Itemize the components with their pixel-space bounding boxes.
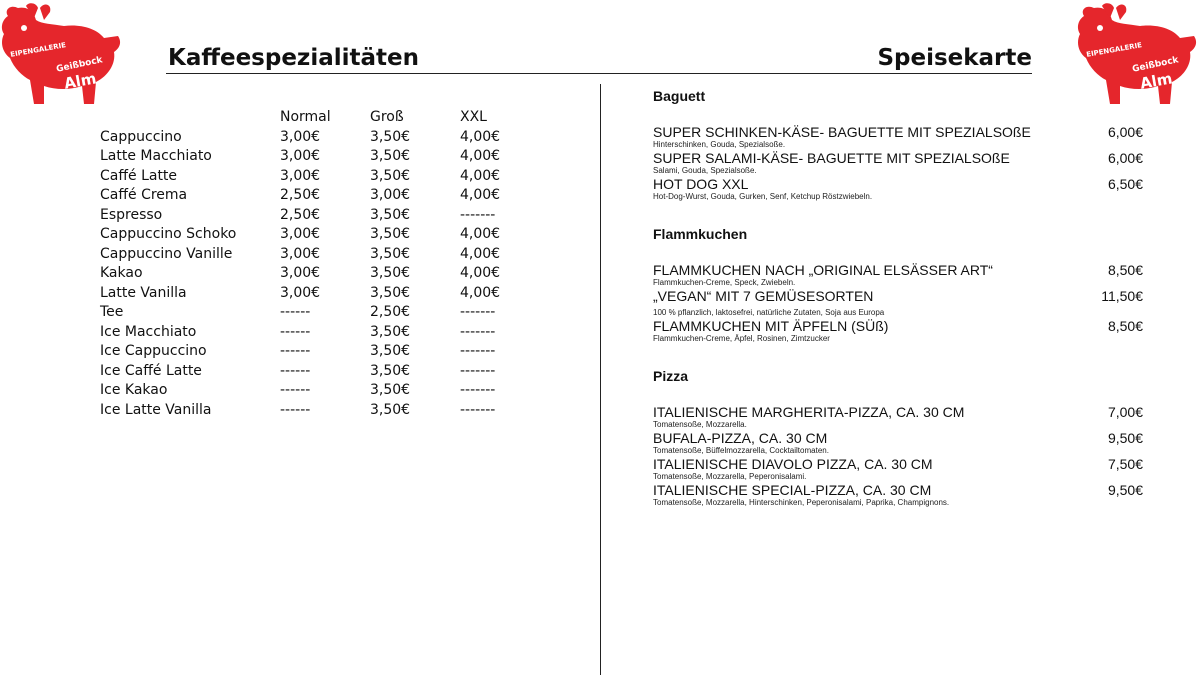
coffee-name: Ice Kakao (100, 382, 168, 398)
price-normal: 3,00€ (280, 265, 321, 281)
price-xxl: 4,00€ (460, 245, 501, 262)
table-row (100, 225, 550, 245)
coffee-rows (100, 128, 550, 421)
table-row (100, 303, 550, 323)
dish-name: BUFALA-PIZZA, CA. 30 CM (653, 430, 828, 446)
price-gross: 3,50€ (370, 343, 411, 359)
table-row (100, 323, 550, 343)
table-row (100, 128, 550, 148)
price-gross: 2,50€ (370, 304, 411, 320)
coffee-name: Cappuccino (100, 128, 182, 145)
coffee-name: Cappuccino Schoko (100, 226, 237, 242)
dish-description: Tomatensoße, Mozzarella, Hinterschinken, Peperonisalami, Paprika, Champignons. (653, 498, 950, 507)
dish-description: Flammkuchen-Creme, Äpfel, Rosinen, Zimtzucker (653, 334, 830, 343)
price-xxl: ------- (460, 206, 496, 223)
price-xxl: ------- (460, 382, 496, 398)
price-xxl: ------- (460, 343, 496, 359)
dish-name: FLAMMKUCHEN MIT ÄPFELN (SÜß) (653, 318, 889, 334)
dish-description: Tomatensoße, Büffelmozzarella, Cocktailtomaten. (653, 446, 829, 455)
dish-description: Salami, Gouda, Spezialsoße. (653, 166, 757, 175)
price-normal: ------ (280, 401, 311, 418)
column-header-xxl: XXL (460, 109, 487, 125)
column-header-gross: Groß (370, 109, 404, 125)
coffee-name: Kakao (100, 265, 143, 281)
column-divider (600, 84, 601, 675)
dish-name: ITALIENISCHE SPECIAL-PIZZA, CA. 30 CM (653, 482, 932, 498)
price-gross: 3,50€ (370, 148, 411, 164)
coffee-name: Tee (100, 304, 124, 320)
dish-name: HOT DOG XXL (653, 176, 749, 192)
logo-mid-text: Geißbock (1131, 55, 1180, 75)
dish-description: Flammkuchen-Creme, Speck, Zwiebeln. (653, 278, 796, 287)
price-normal: 3,00€ (280, 128, 321, 145)
list-item (653, 430, 1153, 456)
price-xxl: ------- (460, 323, 496, 340)
list-item (653, 288, 1153, 318)
price-gross: 3,50€ (370, 401, 411, 418)
logo-small-text: EIPENGALERIE (9, 41, 67, 59)
logo-left (0, 2, 124, 112)
dish-price: 9,50€ (1107, 482, 1143, 498)
table-row (100, 401, 550, 421)
price-normal: 3,00€ (280, 226, 321, 242)
section-title: Baguett (653, 88, 706, 104)
price-xxl: 4,00€ (460, 226, 501, 242)
price-normal: 3,00€ (280, 245, 321, 262)
section-title: Pizza (653, 368, 689, 384)
dish-price: 8,50€ (1107, 262, 1143, 278)
coffee-name: Ice Cappuccino (100, 343, 207, 359)
price-gross: 3,50€ (370, 128, 411, 145)
coffee-name: Caffé Crema (100, 187, 188, 203)
price-normal: ------ (280, 382, 311, 398)
logo-big-text: Alm (62, 69, 98, 93)
coffee-table-header (100, 108, 550, 128)
dish-description: Tomatensoße, Mozzarella, Peperonisalami. (653, 472, 807, 481)
list-item (653, 404, 1153, 430)
price-gross: 3,50€ (370, 245, 411, 262)
coffee-name: Ice Macchiato (100, 323, 197, 340)
price-normal: ------ (280, 343, 311, 359)
header-rule (166, 73, 1032, 74)
table-row (100, 147, 550, 167)
coffee-name: Cappuccino Vanille (100, 245, 233, 262)
dish-description: Hinterschinken, Gouda, Spezialsoße. (653, 140, 786, 149)
table-row (100, 362, 550, 382)
price-xxl: 4,00€ (460, 265, 501, 281)
list-item (653, 482, 1153, 508)
price-xxl: 4,00€ (460, 284, 501, 301)
price-normal: 2,50€ (280, 187, 321, 203)
price-gross: 3,50€ (370, 167, 411, 184)
coffee-title: Kaffeespezialitäten (168, 45, 419, 71)
coffee-name: Ice Caffé Latte (100, 362, 202, 379)
dish-price: 7,00€ (1107, 404, 1143, 420)
menu-title: Speisekarte (877, 45, 1032, 71)
column-header-normal: Normal (280, 109, 331, 125)
price-gross: 3,50€ (370, 382, 411, 398)
dish-name: „VEGAN“ MIT 7 GEMÜSESORTEN (653, 288, 874, 304)
price-normal: 3,00€ (280, 167, 321, 184)
dish-description: Hot-Dog-Wurst, Gouda, Gurken, Senf, Ketchup Röstzwiebeln. (653, 192, 873, 201)
dish-price: 11,50€ (1101, 288, 1143, 304)
coffee-table (100, 108, 550, 420)
coffee-name: Caffé Latte (100, 167, 178, 184)
food-menu (653, 86, 1153, 508)
price-normal: ------ (280, 323, 311, 340)
price-xxl: 4,00€ (460, 148, 501, 164)
list-item (653, 124, 1153, 150)
price-gross: 3,50€ (370, 323, 411, 340)
logo-big-text: Alm (1138, 69, 1174, 93)
price-xxl: ------- (460, 401, 496, 418)
table-row (100, 264, 550, 284)
logo-mid-text: Geißbock (55, 55, 104, 75)
section-title: Flammkuchen (653, 226, 748, 242)
price-xxl: 4,00€ (460, 187, 501, 203)
price-normal: ------ (280, 362, 311, 379)
coffee-name: Espresso (100, 206, 163, 223)
list-item (653, 150, 1153, 176)
price-xxl: ------- (460, 362, 496, 379)
price-xxl: ------- (460, 304, 496, 320)
price-gross: 3,50€ (370, 226, 411, 242)
price-xxl: 4,00€ (460, 128, 501, 145)
price-normal: 3,00€ (280, 284, 321, 301)
dish-name: FLAMMKUCHEN NACH „ORIGINAL ELSÄSSER ART“ (653, 262, 993, 278)
table-row (100, 186, 550, 206)
dish-price: 6,00€ (1107, 124, 1143, 140)
price-gross: 3,50€ (370, 265, 411, 281)
dish-price: 8,50€ (1107, 318, 1143, 334)
dish-price: 6,50€ (1107, 176, 1143, 192)
table-row (100, 206, 550, 226)
list-item (653, 262, 1153, 288)
list-item (653, 456, 1153, 482)
coffee-name: Latte Macchiato (100, 148, 212, 164)
list-item (653, 318, 1153, 344)
coffee-name: Latte Vanilla (100, 284, 187, 301)
dish-description: Tomatensoße, Mozzarella. (653, 420, 747, 429)
dish-price: 7,50€ (1107, 456, 1143, 472)
table-row (100, 167, 550, 187)
price-normal: ------ (280, 304, 311, 320)
dish-name: SUPER SALAMI-KÄSE- BAGUETTE MIT SPEZIALSOßE (653, 150, 1010, 166)
dish-name: ITALIENISCHE MARGHERITA-PIZZA, CA. 30 CM (653, 404, 965, 420)
dish-price: 6,00€ (1107, 150, 1143, 166)
price-gross: 3,00€ (370, 187, 411, 203)
logo-small-text: EIPENGALERIE (1085, 41, 1143, 59)
table-row (100, 342, 550, 362)
table-row (100, 381, 550, 401)
price-xxl: 4,00€ (460, 167, 501, 184)
coffee-name: Ice Latte Vanilla (100, 401, 212, 418)
price-gross: 3,50€ (370, 362, 411, 379)
price-gross: 3,50€ (370, 284, 411, 301)
dish-name: SUPER SCHINKEN-KÄSE- BAGUETTE MIT SPEZIALSOßE (653, 124, 1031, 140)
dish-price: 9,50€ (1107, 430, 1143, 446)
list-item (653, 176, 1153, 202)
table-row (100, 284, 550, 304)
dish-name: ITALIENISCHE DIAVOLO PIZZA, CA. 30 CM (653, 456, 933, 472)
price-gross: 3,50€ (370, 206, 411, 223)
price-normal: 3,00€ (280, 148, 321, 164)
table-row (100, 245, 550, 265)
price-normal: 2,50€ (280, 206, 321, 223)
dish-description: 100 % pflanzlich, laktosefrei, natürliche Zutaten, Soja aus Europa (653, 308, 885, 317)
